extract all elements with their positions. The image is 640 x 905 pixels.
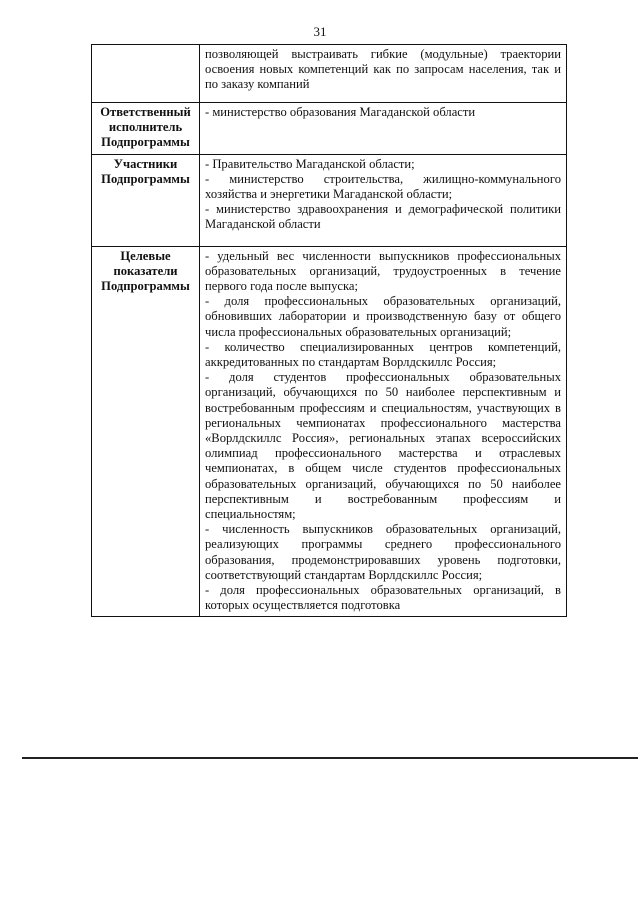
indicator-item: - удельный вес численности выпускников профессиональных образовательных организаций, трудоустроенных в течение первого года после выпуска; [205,248,561,294]
row-label-empty [92,45,200,103]
participant-item: - министерство строительства, жилищно-коммунального хозяйства и энергетики Магаданской области; [205,171,561,202]
row-content-responsible-executor [200,103,567,155]
indicator-item: - численность выпускников образовательных организаций, реализующих программы среднего профессионального образования, продемонстрировавших уровень подготовки, соответствующий стандартам Ворлдскиллс Россия; [205,522,561,582]
indicator-item: - доля студентов профессиональных образовательных организаций, обучающихся по 50 наиболее перспективным и востребованным профессиям и специальностям, участвующих в региональных чемпионатах профессионального мастерства «Ворлдскиллс Россия», региональных этапах всероссийских олимпиад профессионального мастерства и отраслевых чемпионатах, в общем числе студентов профессиональных образовательных организаций, обучающихся по 50 наиболее перспективным и востребованным профессиям и специальностям; [205,370,561,522]
table-row-target-indicators [92,246,567,617]
indicator-item: - количество специализированных центров компетенций, аккредитованных по стандартам Ворлдскиллс Россия; [205,339,561,370]
row-content-continuation [200,45,567,103]
row-content-participants [200,154,567,246]
row-label-target-indicators: Целевые показатели Подпрограммы [92,246,200,617]
table-row-responsible-executor [92,103,567,155]
indicator-item: - доля профессиональных образовательных организаций, в которых осуществляется подготовка [205,583,561,613]
subprogram-passport-table [91,44,567,617]
table-row-participants [92,154,567,246]
row-content-target-indicators [200,246,567,617]
row-label-participants: Участники Подпрограммы [92,154,200,246]
participant-item: - Правительство Магаданской области; [205,156,415,171]
table-row-continuation [92,45,567,103]
responsible-executor-item: - министерство образования Магаданской области [205,105,476,119]
row-label-responsible-executor: Ответственный исполнитель Подпрограммы [92,103,200,155]
participant-item: - министерство здравоохранения и демографической политики Магаданской области [205,202,561,232]
page-number: 31 [313,24,327,39]
continuation-text: позволяющей выстраивать гибкие (модульные) траектории освоения новых компетенций как по запросам населения, так и по заказу компаний [205,47,561,92]
indicator-item: - доля профессиональных образовательных организаций, обновивших лаборатории и производственную базу от общего числа профессиональных образовательных организаций; [205,294,561,339]
bottom-divider [22,757,638,759]
